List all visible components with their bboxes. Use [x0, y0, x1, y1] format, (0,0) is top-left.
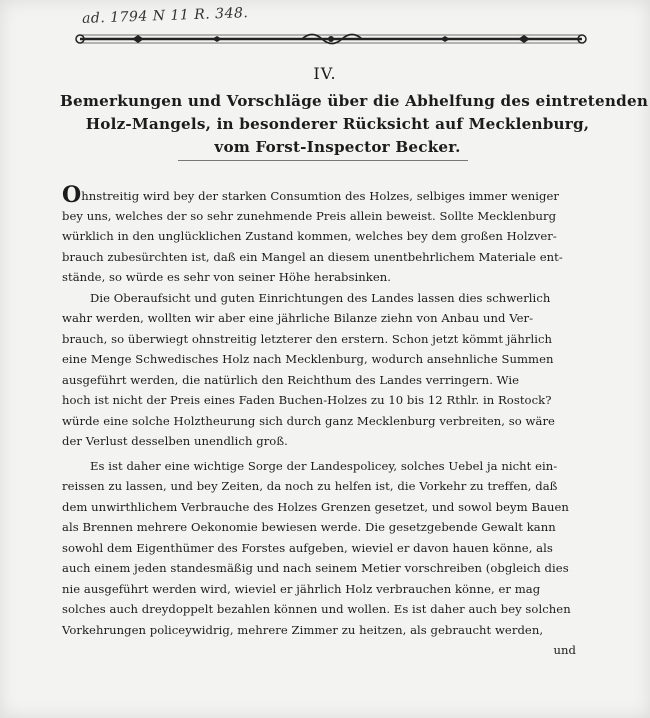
- paragraph-line: hoch ist nicht der Preis eines Faden Buchen-Holzes zu 10 bis 12 Rthlr. in Rostock?: [62, 393, 552, 407]
- paragraph-line: reissen zu lassen, und bey Zeiten, da noch zu helfen ist, die Vorkehr zu treffen, daß: [62, 479, 558, 493]
- paragraph-line: dem unwirthlichem Verbrauche des Holzes Grenzen gesetzet, und sowol beym Bauen: [62, 499, 569, 514]
- section-numeral: IV.: [313, 64, 337, 83]
- paragraph-line: brauch zubesürchten ist, daß ein Mangel an diesem unentbehrlichem Materiale ent-: [62, 249, 563, 264]
- drop-cap: O: [62, 182, 82, 208]
- paragraph-line: Es ist daher eine wichtige Sorge der Landespolicey, solches Uebel ja nicht ein-: [90, 458, 558, 473]
- paragraph-line: ausgeführt werden, die natürlich den Reichthum des Landes verringern. Wie: [62, 372, 520, 387]
- paragraph-line: auch einem jeden standesmäßig und nach seinem Metier vorschreiben (obgleich dies: [62, 561, 569, 575]
- paragraph-line: Die Oberaufsicht und guten Einrichtungen des Landes lassen dies schwerlich: [90, 290, 551, 305]
- article-body: [62, 182, 610, 661]
- paragraph-line: bey uns, welches der so sehr zunehmende Preis allein beweist. Sollte Mecklenburg: [62, 208, 557, 223]
- paragraph-line: sowohl dem Eigenthümer des Forstes aufgeben, wieviel er davon hauen könne, als: [62, 540, 553, 555]
- line-text: hnstreitig wird bey der starken Consumtion des Holzes, selbiges immer weniger: [81, 189, 559, 203]
- paragraph-line: der Verlust desselben unendlich groß.: [62, 434, 288, 448]
- title-divider: [178, 160, 468, 161]
- paragraph-line: würklich in den unglücklichen Zustand kommen, welches bey dem großen Holzver-: [62, 229, 557, 243]
- ornamental-rule: [72, 28, 590, 50]
- paragraph-line: würde eine solche Holztheurung sich durch ganz Mecklenburg verbreiten, so wäre: [62, 413, 555, 428]
- paragraph-line: wahr werden, wollten wir aber eine jährliche Bilanze ziehn von Anbau und Ver-: [62, 311, 534, 325]
- title-line: Bemerkungen und Vorschläge über die Abhelfung des eintretenden: [60, 92, 649, 110]
- catchword: und: [553, 643, 576, 657]
- paragraph-line: eine Menge Schwedisches Holz nach Mecklenburg, wodurch ansehnliche Summen: [62, 352, 554, 366]
- title-line: Holz-Mangels, in besonderer Rücksicht auf Mecklenburg,: [85, 115, 590, 133]
- article-title: [60, 90, 649, 159]
- paragraph-line: brauch, so überwiegt ohnstreitig letzterer den erstern. Schon jetzt kömmt jährlich: [62, 331, 553, 346]
- paragraph-line: als Brennen mehrere Oekonomie bewiesen werde. Die gesetzgebende Gewalt kann: [62, 520, 556, 534]
- paragraph-line: nie ausgeführt werden wird, wieviel er jährlich Holz verbrauchen könne, er mag: [62, 581, 541, 596]
- paragraph-line: [62, 182, 610, 208]
- paragraph-line: stände, so würde es sehr von seiner Höhe herabsinken.: [62, 270, 392, 284]
- paragraph-line: Vorkehrungen policeywidrig, mehrere Zimmer zu heitzen, als gebraucht werden,: [62, 622, 544, 637]
- title-line: vom Forst-Inspector Becker.: [214, 138, 461, 156]
- manuscript-annotation: ad. 1794 N 11 R. 348.: [81, 5, 249, 27]
- paragraph-line: solches auch dreydoppelt bezahlen können und wollen. Es ist daher auch bey solchen: [62, 602, 571, 616]
